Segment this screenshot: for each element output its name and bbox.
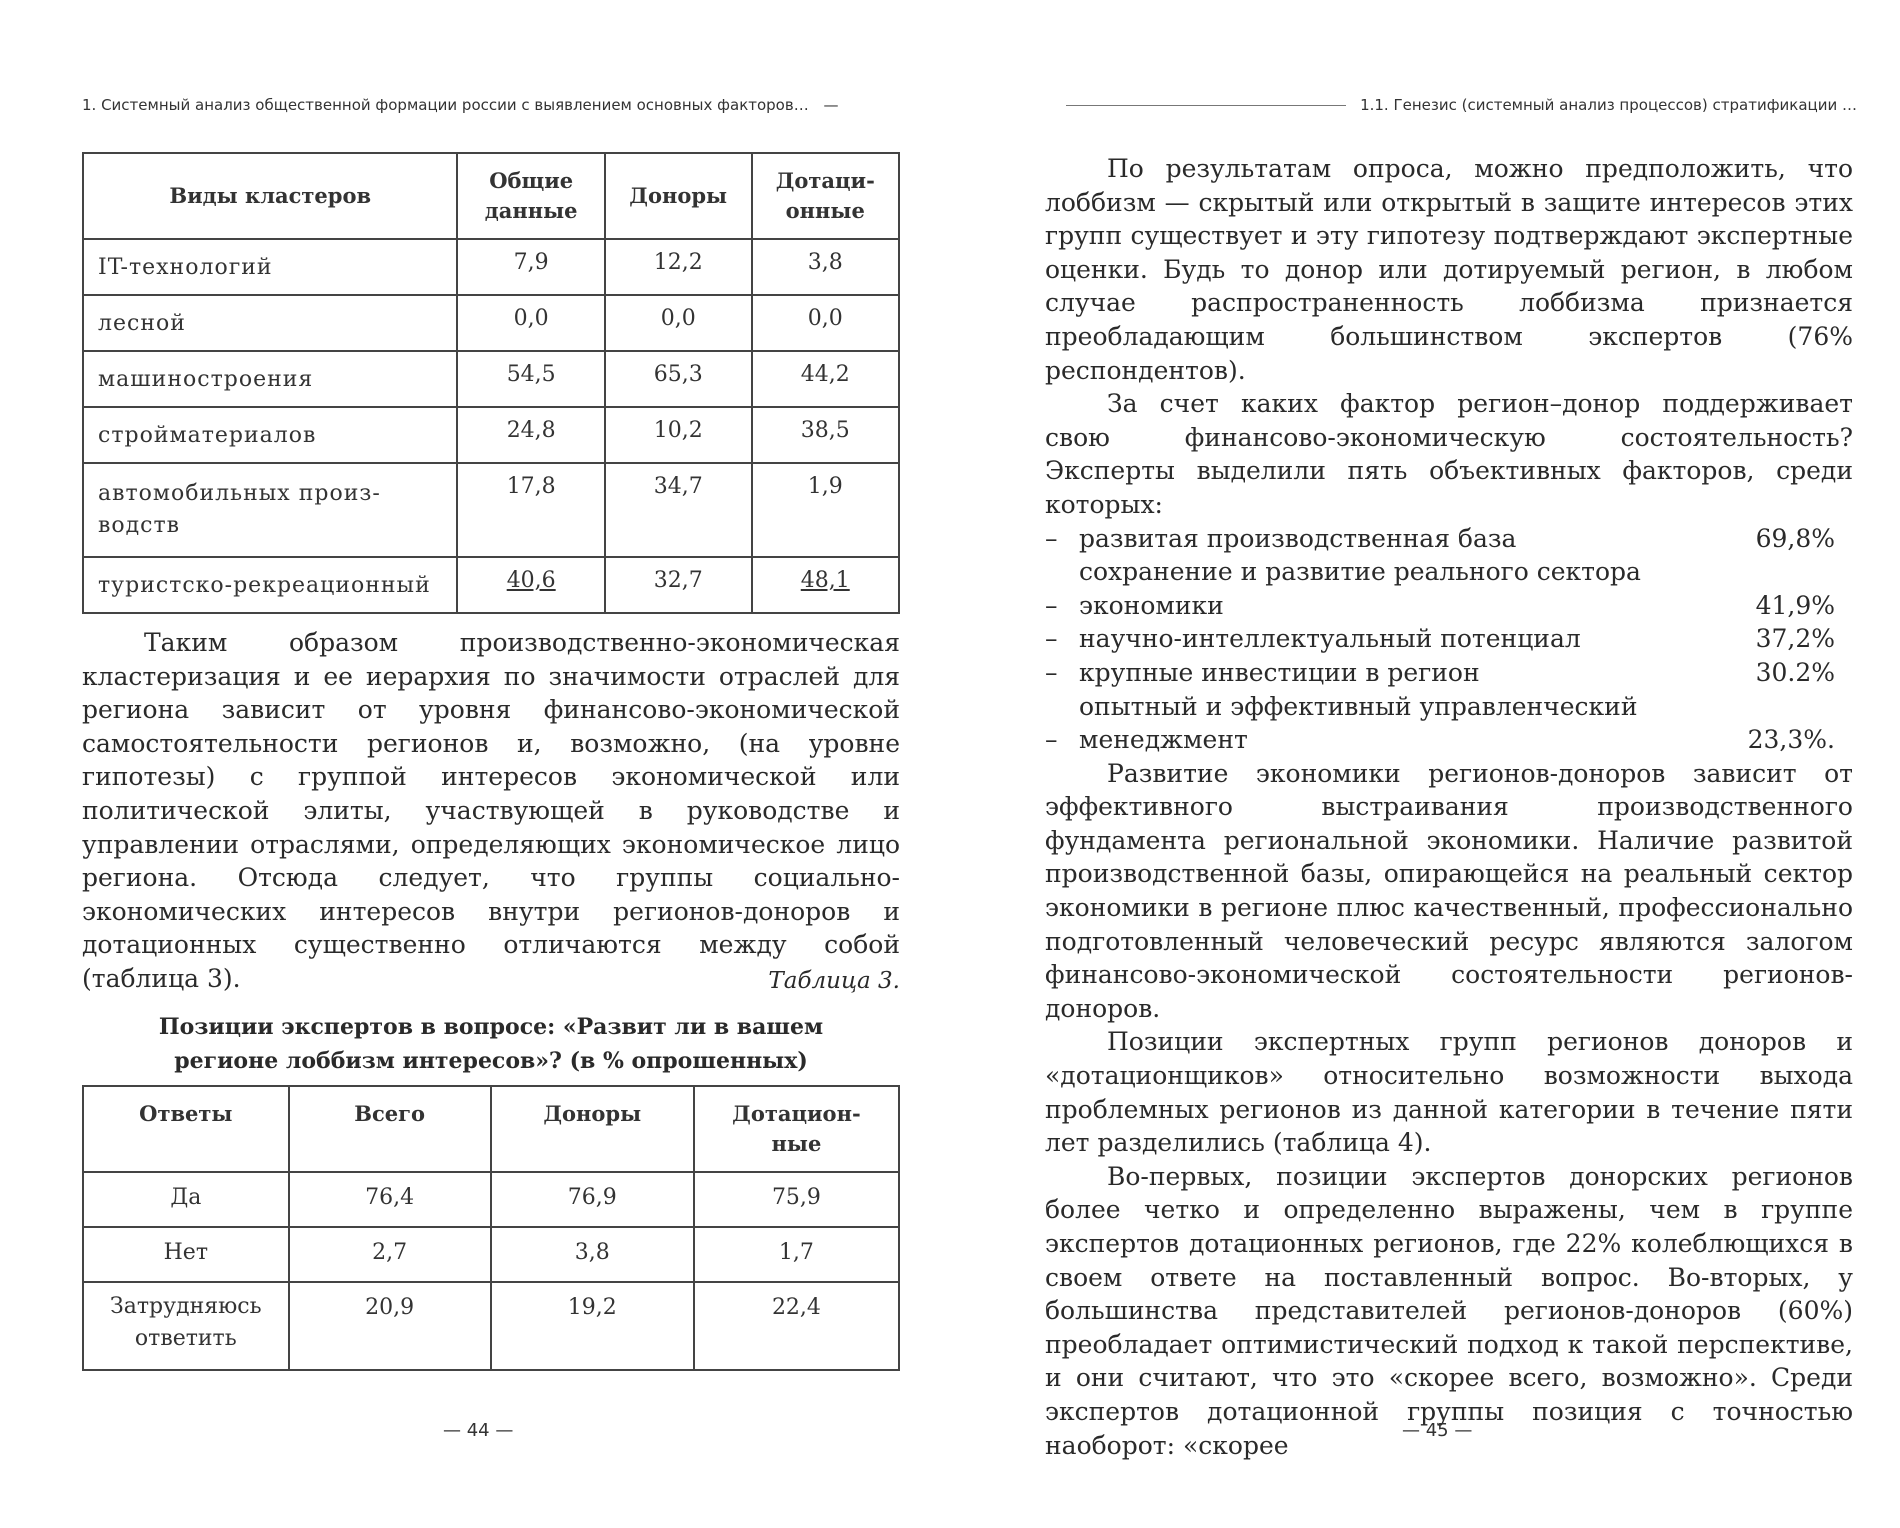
factor-label <box>1079 555 1705 622</box>
table-row <box>83 407 899 463</box>
total-value: 17,8 <box>457 463 604 557</box>
caption-line: Позиции экспертов в вопросе: «Развит ли в вашем <box>158 1014 824 1040</box>
table-row <box>83 295 899 351</box>
header-cell: Ответы <box>83 1086 289 1172</box>
donors-value: 12,2 <box>605 239 752 295</box>
cluster-name <box>83 463 457 557</box>
subsidized-value-text: 48,1 <box>800 568 850 593</box>
table-row <box>83 1227 899 1282</box>
total-value: 24,8 <box>457 407 604 463</box>
header-cell: Виды кластеров <box>83 153 457 239</box>
answer-cell: Да <box>83 1172 289 1227</box>
total-value <box>457 557 604 613</box>
factors-list <box>1045 522 1853 757</box>
answer-line: ответить <box>134 1326 237 1351</box>
header-cell: Всего <box>289 1086 491 1172</box>
list-dash: – <box>1045 590 1058 620</box>
list-dash: – <box>1045 657 1058 687</box>
cluster-name-line: водств <box>98 513 181 538</box>
cluster-name: стройматериалов <box>83 407 457 463</box>
list-dash: – <box>1045 523 1058 553</box>
factor-label-line: менеджмент <box>1079 725 1248 755</box>
subsidized-value: 3,8 <box>752 239 900 295</box>
factor-label: научно-интеллектуальный потенциал <box>1079 624 1581 654</box>
table-3-caption <box>82 1010 900 1078</box>
total-value: 76,4 <box>289 1172 491 1227</box>
answer-cell <box>83 1282 289 1370</box>
table-row <box>83 557 899 613</box>
answer-line: Затрудняюсь <box>110 1294 262 1319</box>
factor-label-line: экономики <box>1079 590 1224 620</box>
cluster-name: машиностроения <box>83 351 457 407</box>
subsidized-value: 1,7 <box>694 1227 899 1282</box>
total-value-text: 40,6 <box>506 568 556 593</box>
running-header-left <box>82 96 838 114</box>
paragraph: За счет каких фактор регион–донор поддерживает свою финансово-экономическую состоятельность? Эксперты выделили пять объективных факторов, среди которых: <box>1045 389 1853 519</box>
list-item <box>1045 555 1853 622</box>
paragraph: Во-первых, позиции экспертов донорских регионов более четко и определенно выражены, чем в группе экспертов дотационных регионов, где 22% колеблющихся в своем ответе на поставленный вопрос. Во-вторых, у большинства представителей регионов-доноров (60%) преобладает оптимистический подход к такой перспективе, и они считают, что это «скорее всего, возможно». Среди экспертов дотационной группы позиция с точностью наоборот: «скорее <box>1045 1161 1853 1460</box>
total-value: 2,7 <box>289 1227 491 1282</box>
clusters-table <box>82 152 900 614</box>
subsidized-value: 22,4 <box>694 1282 899 1370</box>
list-item <box>1045 690 1853 757</box>
list-item <box>1045 522 1853 556</box>
total-value: 20,9 <box>289 1282 491 1370</box>
list-item <box>1045 622 1853 656</box>
answer-cell: Нет <box>83 1227 289 1282</box>
factor-label <box>1079 690 1705 757</box>
donors-value: 76,9 <box>491 1172 694 1227</box>
table-row <box>83 239 899 295</box>
donors-value: 10,2 <box>605 407 752 463</box>
factor-percent: 23,3%. <box>1747 725 1835 755</box>
subsidized-value <box>752 557 900 613</box>
cluster-name: IT-технологий <box>83 239 457 295</box>
header-text: 1.1. Генезис (системный анализ процессов) стратификации … <box>1360 96 1857 114</box>
paragraph: Развитие экономики регионов-доноров зависит от эффективного выстраивания производственного фундамента региональной экономики. Наличие развитой производственной базы, опирающейся на реальный сектор экономики в регионе плюс качественный, профессионально подготовленный человеческий ресурс являются залогом финансово-экономической состоятельности регионов-доноров. <box>1045 758 1853 1023</box>
cluster-name: туристско-рекреационный <box>83 557 457 613</box>
total-value: 54,5 <box>457 351 604 407</box>
donors-value: 32,7 <box>605 557 752 613</box>
header-cell-text: Общие данные <box>484 168 578 223</box>
list-item <box>1045 656 1853 690</box>
table-header-row <box>83 1086 899 1172</box>
table-row <box>83 463 899 557</box>
total-value: 0,0 <box>457 295 604 351</box>
factor-label-line: сохранение и развитие реального сектора <box>1079 557 1641 587</box>
table-row <box>83 1282 899 1370</box>
list-dash: – <box>1045 624 1058 654</box>
header-dash: — <box>823 96 839 114</box>
factor-label-line: опытный и эффективный управленческий <box>1079 691 1638 721</box>
list-dash: – <box>1045 725 1058 755</box>
header-text: 1. Системный анализ общественной формации россии с выявлением основных факторов… <box>82 96 809 114</box>
header-cell-text: Дотаци-онные <box>775 168 875 223</box>
donors-value: 0,0 <box>605 295 752 351</box>
right-body-text <box>1045 152 1853 1462</box>
factor-label: развитая производственная база <box>1079 523 1517 553</box>
subsidized-value: 1,9 <box>752 463 900 557</box>
header-cell <box>752 153 900 239</box>
table-row <box>83 351 899 407</box>
page-number: — 44 — <box>443 1420 514 1441</box>
running-header-right <box>1066 96 1857 114</box>
subsidized-value: 75,9 <box>694 1172 899 1227</box>
paragraph: Таким образом производственно-экономическая кластеризация и ее иерархия по значимости отраслей для региона зависит от уровня финансово-экономической самостоятельности регионов и, возможно, (на уровне гипотезы) с группой интересов экономической или политической элиты, участвующей в руководстве и управлении отраслями, определяющих экономическое лицо региона. Отсюда следует, что группы социально-экономических интересов внутри регионов-доноров и дотационных существенно отличаются между собой (таблица 3). <box>82 628 900 993</box>
donors-value: 65,3 <box>605 351 752 407</box>
subsidized-value: 0,0 <box>752 295 900 351</box>
donors-value: 34,7 <box>605 463 752 557</box>
header-cell: Доноры <box>491 1086 694 1172</box>
header-cell <box>457 153 604 239</box>
lobbying-table <box>82 1085 900 1371</box>
table-header-row <box>83 153 899 239</box>
header-cell <box>694 1086 899 1172</box>
table-3-label: Таблица 3. <box>768 968 900 994</box>
factor-percent: 30.2% <box>1755 657 1835 687</box>
factor-percent: 37,2% <box>1755 624 1835 654</box>
donors-value: 19,2 <box>491 1282 694 1370</box>
header-rule <box>1066 105 1346 106</box>
paragraph: По результатам опроса, можно предположить, что лоббизм — скрытый или открытый в защите интересов этих групп существует и эту гипотезу подтверждают экспертные оценки. Будь то донор или дотируемый регион, в любом случае распространенность лоббизма признается преобладающим большинством экспертов (76% респондентов). <box>1045 154 1853 385</box>
page-number: — 45 — <box>1402 1420 1473 1441</box>
paragraph: Позиции экспертных групп регионов доноров и «дотационщиков» относительно возможности выхода проблемных регионов из данной категории в течение пяти лет разделились (таблица 4). <box>1045 1027 1853 1158</box>
factor-label: крупные инвестиции в регион <box>1079 657 1480 687</box>
header-cell-text: Дотацион-ные <box>732 1101 861 1156</box>
factor-percent: 41,9% <box>1755 590 1835 620</box>
subsidized-value: 38,5 <box>752 407 900 463</box>
cluster-name: лесной <box>83 295 457 351</box>
header-cell: Доноры <box>605 153 752 239</box>
table-row <box>83 1172 899 1227</box>
caption-line: регионе лоббизм интересов»? (в % опрошенных) <box>174 1048 808 1074</box>
donors-value: 3,8 <box>491 1227 694 1282</box>
total-value: 7,9 <box>457 239 604 295</box>
cluster-name-line: автомобильных произ- <box>98 481 381 506</box>
right-page <box>950 0 1900 1528</box>
left-paragraph <box>82 626 900 996</box>
factor-percent: 69,8% <box>1755 523 1835 553</box>
subsidized-value: 44,2 <box>752 351 900 407</box>
